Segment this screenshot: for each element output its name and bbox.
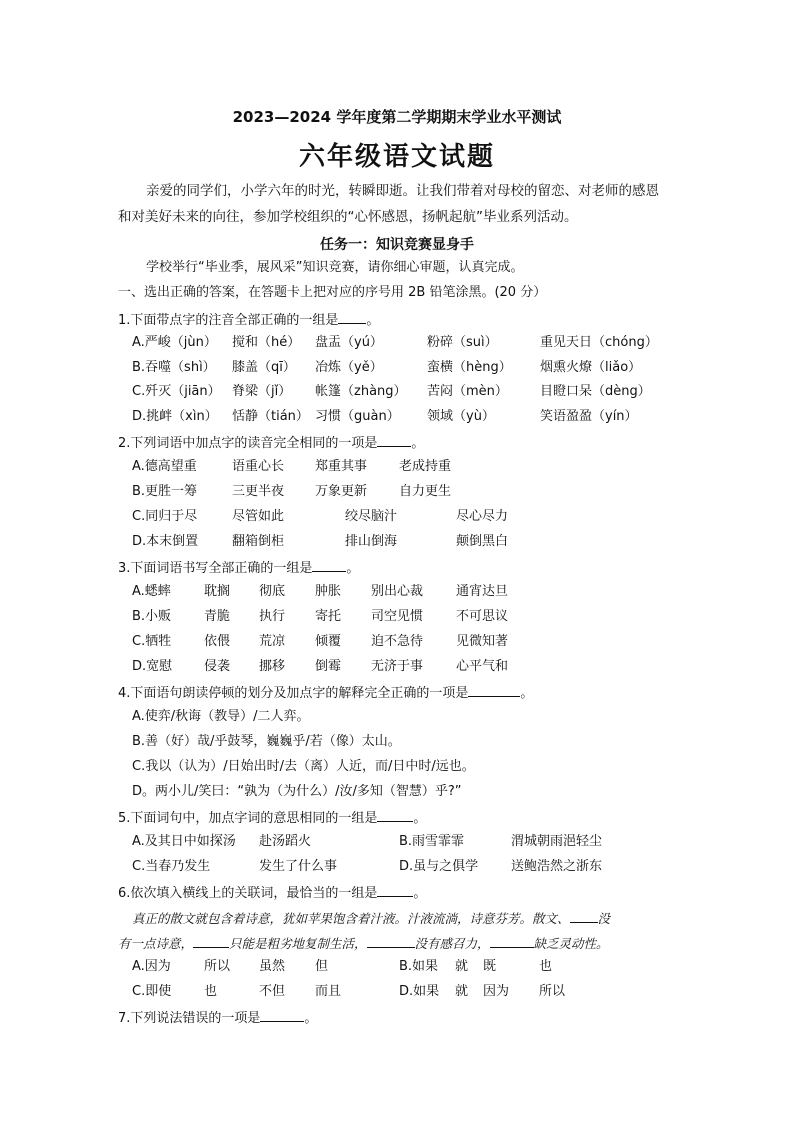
question-5-stem <box>118 808 426 828</box>
fill-blank <box>367 934 415 948</box>
answer-blank <box>377 808 413 822</box>
question-1-stem <box>118 310 379 330</box>
q3-option-d-6: 心平气和 <box>456 659 509 674</box>
q2-option-a-2: 语重心长 <box>232 459 285 474</box>
q6-passage-line-1 <box>132 909 610 928</box>
q2-option-a-3: 郑重其事 <box>315 459 368 474</box>
passage-text: 真正的散文就包含着诗意，犹如苹果饱含着汁液。汁液流淌，诗意芬芳。散文、 <box>132 911 570 926</box>
q2-option-d-2: 翻箱倒柜 <box>232 534 285 549</box>
stem-end: 。 <box>304 1011 318 1026</box>
q6-option-c-4: 而且 <box>315 984 342 999</box>
q2-option-b-3: 万象更新 <box>315 484 368 499</box>
q6-option-d-1: D.如果 <box>399 984 440 999</box>
q4-option-d: D。两小儿/笑曰：“孰为（为什么）/汝/多知（智慧）乎?” <box>132 784 462 799</box>
q1-option-c-1: C.歼灭（jiān） <box>132 384 221 399</box>
fill-blank <box>490 934 534 948</box>
question-6-stem <box>118 883 426 903</box>
q5-option-d-1: D.虽与之俱学 <box>399 859 479 874</box>
q3-option-a-2: 耽搁 <box>204 584 231 599</box>
q1-option-b-3: 冶炼（yě） <box>315 360 383 375</box>
q1-option-b-2: 膝盖（qī） <box>232 360 296 375</box>
answer-blank <box>338 310 366 324</box>
q1-option-d-2: 恬静（tián） <box>232 409 309 424</box>
q3-option-c-4: 倾覆 <box>315 634 342 649</box>
q6-option-c-3: 不但 <box>259 984 286 999</box>
q3-option-a-1: A.蟋蟀 <box>132 584 171 599</box>
q1-option-d-3: 习惯（guàn） <box>315 409 400 424</box>
q2-option-b-4: 自力更生 <box>399 484 452 499</box>
q1-option-d-5: 笑语盈盈（yín） <box>540 409 638 424</box>
q3-option-a-3: 彻底 <box>259 584 286 599</box>
q5-option-a-1: A.及其日中如探汤 <box>132 834 236 849</box>
question-stem-text: 5.下面词句中，加点字词的意思相同的一组是 <box>118 811 378 826</box>
q2-option-b-2: 三更半夜 <box>232 484 285 499</box>
q4-option-b: B.善（好）哉/乎鼓琴，巍巍乎/若（像）太山。 <box>132 734 401 749</box>
stem-end: 。 <box>346 561 360 576</box>
exam-title: 六年级语文试题 <box>298 142 495 172</box>
q5-option-d-2: 送鲍浩然之浙东 <box>511 859 603 874</box>
q1-option-c-2: 脊梁（jǐ） <box>232 384 292 399</box>
passage-text: 只能是粗劣地复制生活， <box>229 936 367 951</box>
q3-option-b-5: 司空见惯 <box>371 609 424 624</box>
q3-option-c-1: C.牺牲 <box>132 634 172 649</box>
passage-text: 没 <box>597 911 611 926</box>
question-stem-text: 2.下列词语中加点字的读音完全相同的一项是 <box>118 436 378 451</box>
q6-option-b-4: 也 <box>539 959 553 974</box>
answer-blank <box>377 883 413 897</box>
q6-option-b-2: 就 <box>455 959 469 974</box>
question-stem-text: 1.下面带点字的注音全部正确的一组是 <box>118 313 339 328</box>
q3-option-a-4: 肿胀 <box>315 584 342 599</box>
q3-option-b-6: 不可思议 <box>456 609 509 624</box>
q2-option-c-4: 尽心尽力 <box>456 509 509 524</box>
q6-option-a-1: A.因为 <box>132 959 171 974</box>
q5-option-c-2: 发生了什么事 <box>259 859 338 874</box>
q6-option-d-4: 所以 <box>539 984 566 999</box>
question-3-stem <box>118 558 359 578</box>
q1-option-b-5: 烟熏火燎（liǎo） <box>540 360 642 375</box>
q6-passage-line-2 <box>118 934 609 953</box>
q3-option-b-2: 青脆 <box>204 609 231 624</box>
exam-header: 2023—2024 学年度第二学期期末学业水平测试 <box>232 108 562 126</box>
q2-option-c-3: 绞尽脑汁 <box>345 509 398 524</box>
q1-option-a-5: 重见天日（chóng） <box>540 335 658 350</box>
passage-text: 没有感召力， <box>414 936 490 951</box>
intro-line-1: 亲爱的同学们，小学六年的时光，转瞬即逝。让我们带着对母校的留恋、对老师的感恩 <box>146 183 659 199</box>
question-7-stem <box>118 1008 317 1028</box>
q6-option-c-2: 也 <box>204 984 218 999</box>
q3-option-a-5: 别出心裁 <box>371 584 424 599</box>
q6-option-b-1: B.如果 <box>399 959 439 974</box>
q2-option-b-1: B.更胜一筹 <box>132 484 198 499</box>
q3-option-b-4: 寄托 <box>315 609 342 624</box>
q3-option-c-3: 荒凉 <box>259 634 286 649</box>
q3-option-d-2: 侵袭 <box>204 659 231 674</box>
q4-option-a: A.使弈/秋诲（教导）/二人弈。 <box>132 709 310 724</box>
q6-option-b-3: 既 <box>483 959 497 974</box>
answer-blank <box>377 433 411 447</box>
q1-option-c-3: 帐篷（zhàng） <box>315 384 407 399</box>
q3-option-b-3: 执行 <box>259 609 286 624</box>
q3-option-c-5: 迫不急待 <box>371 634 424 649</box>
answer-blank <box>312 558 346 572</box>
section-1-instruction: 一、选出正确的答案，在答题卡上把对应的序号用 2B 铅笔涂黑。(20 分） <box>118 285 547 300</box>
question-stem-text: 7.下列说法错误的一项是 <box>118 1011 261 1026</box>
q1-option-b-1: B.吞噬（shì） <box>132 360 216 375</box>
q3-option-d-3: 挪移 <box>259 659 286 674</box>
question-2-stem <box>118 433 424 453</box>
q6-option-d-2: 就 <box>455 984 469 999</box>
q3-option-c-6: 见微知著 <box>456 634 509 649</box>
stem-end: 。 <box>520 686 534 701</box>
question-stem-text: 4.下面语句朗读停顿的划分及加点字的解释完全正确的一项是 <box>118 686 469 701</box>
intro-line-2: 和对美好未来的向往，参加学校组织的“心怀感恩，扬帆起航”毕业系列活动。 <box>118 209 578 225</box>
question-4-stem <box>118 683 533 703</box>
q1-option-c-5: 目瞪口呆（dèng） <box>540 384 651 399</box>
q1-option-a-3: 盘盂（yú） <box>315 335 383 350</box>
q2-option-a-1: A.德高望重 <box>132 459 197 474</box>
q1-option-a-4: 粉碎（suì） <box>427 335 498 350</box>
q2-option-d-3: 排山倒海 <box>345 534 398 549</box>
q2-option-d-4: 颠倒黑白 <box>456 534 509 549</box>
q2-option-c-1: C.同归于尽 <box>132 509 198 524</box>
q2-option-d-1: D.本末倒置 <box>132 534 199 549</box>
q5-option-c-1: C.当春乃发生 <box>132 859 211 874</box>
fill-blank <box>570 909 598 923</box>
q5-option-a-2: 赴汤蹈火 <box>259 834 312 849</box>
q6-option-a-4: 但 <box>315 959 329 974</box>
q3-option-d-4: 倒霉 <box>315 659 342 674</box>
q1-option-b-4: 蛮横（hèng） <box>427 360 512 375</box>
q2-option-a-4: 老成持重 <box>399 459 452 474</box>
q3-option-d-5: 无济于事 <box>371 659 424 674</box>
q3-option-b-1: B.小贩 <box>132 609 172 624</box>
q1-option-a-2: 搅和（hé） <box>232 335 301 350</box>
q6-option-d-3: 因为 <box>483 984 510 999</box>
passage-text: 缺乏灵动性。 <box>533 936 609 951</box>
q1-option-d-4: 领域（yù） <box>427 409 495 424</box>
q1-option-d-1: D.挑衅（xìn） <box>132 409 218 424</box>
q1-option-c-4: 苦闷（mèn） <box>427 384 508 399</box>
stem-end: 。 <box>413 886 427 901</box>
stem-end: 。 <box>411 436 425 451</box>
question-stem-text: 3.下面词语书写全部正确的一组是 <box>118 561 313 576</box>
q3-option-c-2: 依偎 <box>204 634 231 649</box>
task-1-description: 学校举行“毕业季，展风采”知识竞赛，请你细心审题，认真完成。 <box>146 260 524 275</box>
answer-blank <box>260 1008 304 1022</box>
task-1-heading: 任务一：知识竞赛显身手 <box>320 237 474 253</box>
q6-option-a-2: 所以 <box>204 959 231 974</box>
answer-blank <box>468 683 520 697</box>
fill-blank <box>193 934 229 948</box>
q6-option-a-3: 虽然 <box>259 959 286 974</box>
q3-option-a-6: 通宵达旦 <box>456 584 509 599</box>
q4-option-c: C.我以（认为）/日始出时/去（离）人近，而/日中时/远也。 <box>132 759 475 774</box>
q3-option-d-1: D.宽慰 <box>132 659 173 674</box>
question-stem-text: 6.依次填入横线上的关联词，最恰当的一组是 <box>118 886 378 901</box>
stem-end: 。 <box>366 313 380 328</box>
stem-end: 。 <box>413 811 427 826</box>
q5-option-b-1: B.雨雪霏霏 <box>399 834 465 849</box>
q6-option-c-1: C.即使 <box>132 984 172 999</box>
q1-option-a-1: A.严峻（jùn） <box>132 335 217 350</box>
passage-text: 有一点诗意， <box>118 936 194 951</box>
q2-option-c-2: 尽管如此 <box>232 509 285 524</box>
q5-option-b-2: 渭城朝雨浥轻尘 <box>511 834 603 849</box>
